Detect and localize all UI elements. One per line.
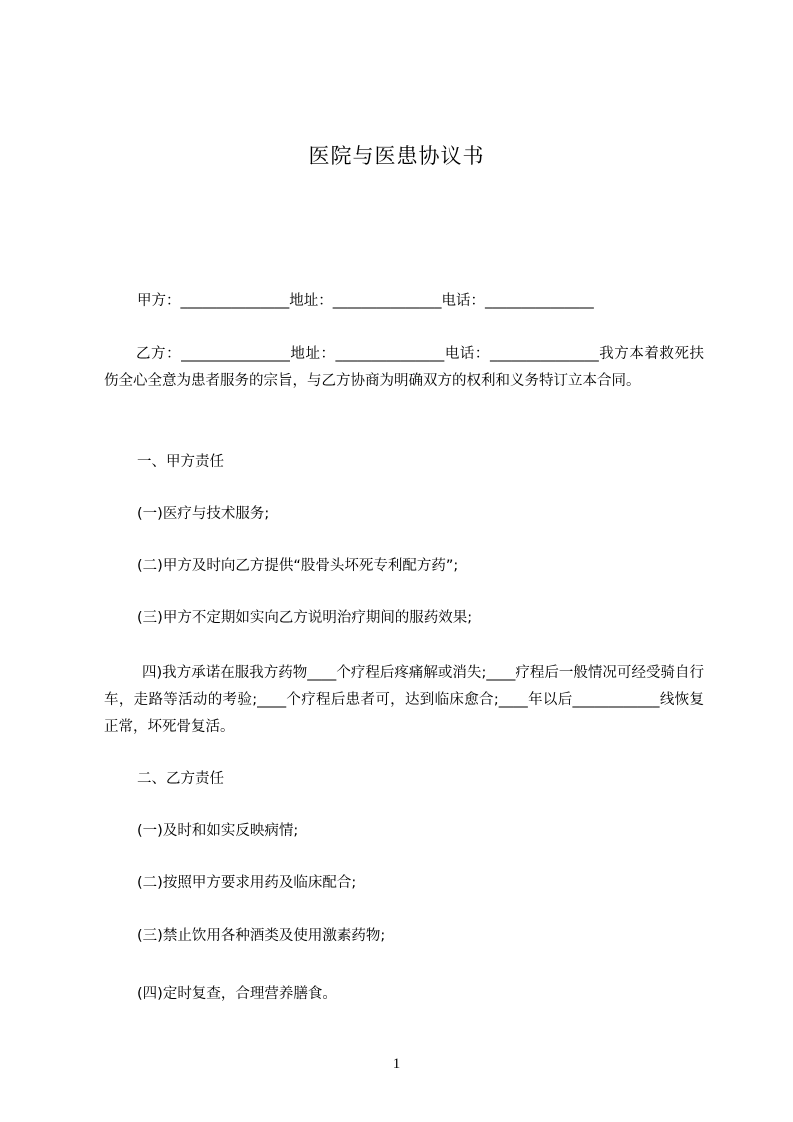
section-one-item-1: (一)医疗与技术服务; — [137, 506, 270, 522]
section-two-heading: 二、乙方责任 — [137, 771, 224, 787]
section-one-item-2: (二)甲方及时向乙方提供“股骨头坏死专利配方药”; — [137, 558, 459, 574]
section-one-item-4: 四)我方承诺在服我方药物____个疗程后疼痛解或消失;____疗程后一般情况可经受骑自行车，走路等活动的考验;____个疗程后患者可，达到临床愈合;____年以后____________线恢复正常，坏死骨复活。 — [104, 665, 704, 735]
section-two-item-1: (一)及时和如实反映病情; — [137, 823, 299, 839]
page-number: 1 — [392, 1056, 401, 1072]
section-two-item-2: (二)按照甲方要求用药及临床配合; — [137, 875, 357, 891]
section-one-item-3: (三)甲方不定期如实向乙方说明治疗期间的服药效果; — [137, 610, 473, 626]
party-a-line: 甲方：_______________地址：_______________电话：_______________ — [137, 293, 594, 309]
section-two-item-4: (四)定时复查，合理营养膳食。 — [137, 986, 337, 1002]
party-b-paragraph: 乙方：_______________地址：_______________电话：_______________我方本着救死扶伤全心全意为患者服务的宗旨，与乙方协商为明确双方的权利和义务特订立本合同。 — [104, 346, 704, 389]
document-title: 医院与医患协议书 — [308, 144, 485, 168]
section-one-heading: 一、甲方责任 — [137, 454, 224, 470]
section-two-item-3: (三)禁止饮用各种酒类及使用激素药物; — [137, 928, 386, 944]
